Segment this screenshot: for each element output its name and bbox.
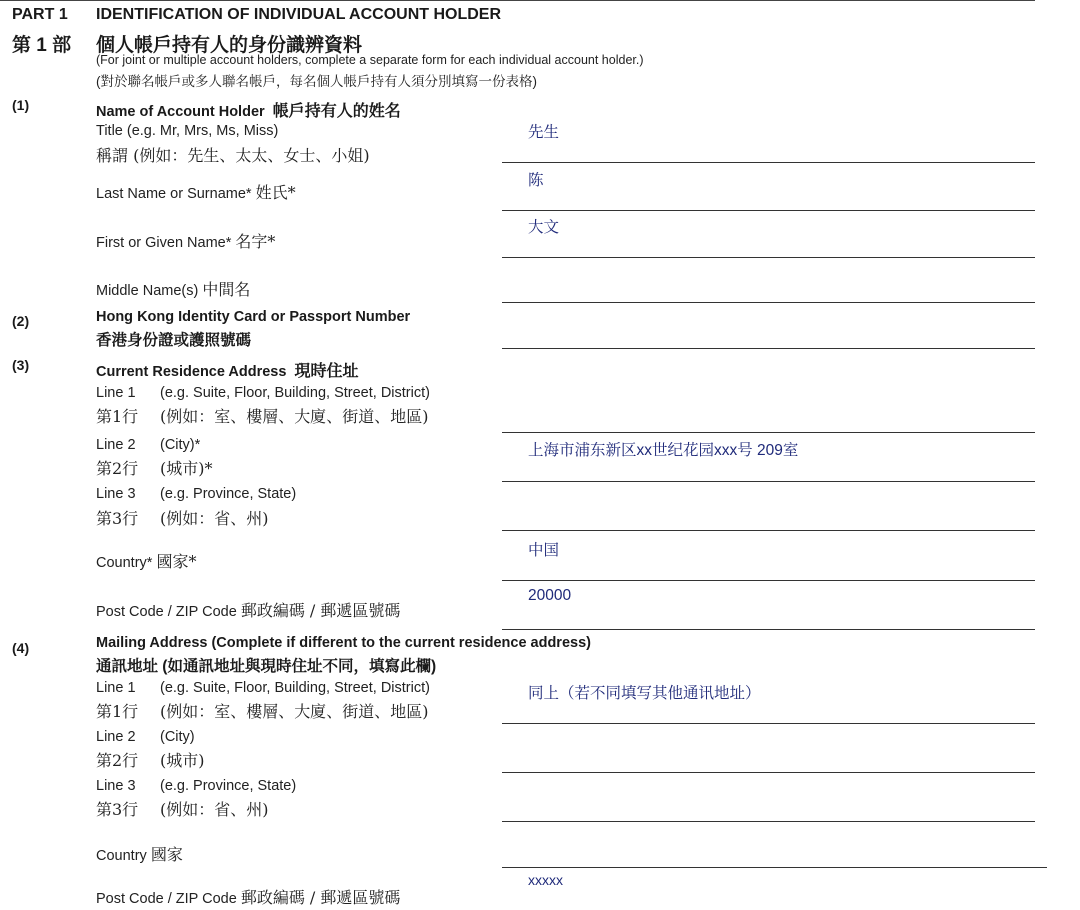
section-1-title xyxy=(96,98,401,121)
mail-line2-field-line[interactable] xyxy=(502,772,1035,773)
mail-line3-hint-zh: (例如：省、州) xyxy=(160,800,269,819)
part-number-en: PART 1 xyxy=(12,6,68,23)
page-title-en: IDENTIFICATION OF INDIVIDUAL ACCOUNT HOLDER xyxy=(96,6,502,23)
section-3-title: Current Residence Address 現時住址 xyxy=(96,363,359,380)
title-label-zh: 稱謂 (例如：先生、太太、女士、小姐) xyxy=(96,146,370,165)
res-line2-label-en: Line 2 xyxy=(96,437,136,453)
section-4-title-zh: 通訊地址 (如通訊地址與現時住址不同，填寫此欄) xyxy=(96,658,437,675)
mail-line3-label-en: Line 3 xyxy=(96,778,136,794)
part-number-zh: 第 1 部 xyxy=(12,35,72,56)
middle-name-field-line[interactable] xyxy=(502,302,1035,303)
res-country-label: Country* 國家* xyxy=(96,552,197,571)
title-field-value[interactable]: 先生 xyxy=(528,124,560,141)
instruction-note-en: (For joint or multiple account holders, complete a separate form for each individual account holder.) xyxy=(96,53,644,67)
res-line1-label-en: Line 1 xyxy=(96,385,136,401)
top-divider xyxy=(0,0,1035,1)
section-4-number: (4) xyxy=(12,640,30,656)
mail-line1-hint-zh: (例如：室、樓層、大廈、街道、地區) xyxy=(160,702,429,721)
res-postcode-field-value[interactable]: 20000 xyxy=(528,587,572,604)
mail-line3-label-zh: 第3行 xyxy=(96,800,139,819)
title-label-en: Title (e.g. Mr, Mrs, Ms, Miss) xyxy=(96,123,279,139)
res-line2-label-zh: 第2行 xyxy=(96,459,139,478)
section-1-title-zh: 帳戶持有人的姓名 xyxy=(272,103,401,120)
res-line1-field-line[interactable] xyxy=(502,432,1035,433)
first-name-label: First or Given Name* 名字* xyxy=(96,232,276,251)
res-line1-label-zh: 第1行 xyxy=(96,407,139,426)
res-line2-field-value[interactable]: 上海市浦东新区xx世纪花园xxx号 209室 xyxy=(528,442,799,459)
section-3-number: (3) xyxy=(12,357,30,373)
res-postcode-field-line xyxy=(502,629,1035,630)
mail-line3-field-line[interactable] xyxy=(502,821,1035,822)
mail-line2-label-zh: 第2行 xyxy=(96,751,139,770)
mail-line1-field-line xyxy=(502,723,1035,724)
res-postcode-label: Post Code / ZIP Code 郵政編碼 / 郵遞區號碼 xyxy=(96,601,401,620)
section-4-title-en: Mailing Address (Complete if different to the current residence address) xyxy=(96,635,591,651)
id-number-field-line[interactable] xyxy=(502,348,1035,349)
mail-line2-hint-zh: (城市) xyxy=(160,751,205,770)
mail-country-field-line[interactable] xyxy=(502,867,1047,868)
last-name-field-line xyxy=(502,210,1035,211)
last-name-label: Last Name or Surname* 姓氏* xyxy=(96,183,296,202)
mail-postcode-field-value[interactable]: xxxxx xyxy=(528,872,563,888)
res-line1-hint-en: (e.g. Suite, Floor, Building, Street, District) xyxy=(160,385,430,401)
section-2-number: (2) xyxy=(12,313,30,329)
mail-line2-hint-en: (City) xyxy=(160,729,195,745)
res-line3-field-line[interactable] xyxy=(502,530,1035,531)
mail-line3-hint-en: (e.g. Province, State) xyxy=(160,778,297,794)
first-name-field-line xyxy=(502,257,1035,258)
section-1-title-en: Name of Account Holder xyxy=(96,104,265,120)
res-country-field-line xyxy=(502,580,1035,581)
mail-country-label: Country 國家 xyxy=(96,845,183,864)
mail-postcode-label: Post Code / ZIP Code 郵政編碼 / 郵遞區號碼 xyxy=(96,888,401,907)
res-line2-hint-en: (City)* xyxy=(160,437,201,453)
title-field-line xyxy=(502,162,1035,163)
first-name-field-value[interactable]: 大文 xyxy=(528,219,560,236)
res-line1-hint-zh: (例如：室、樓層、大廈、街道、地區) xyxy=(160,407,429,426)
res-line3-label-en: Line 3 xyxy=(96,486,136,502)
middle-name-label: Middle Name(s) 中間名 xyxy=(96,280,251,299)
last-name-field-value[interactable]: 陈 xyxy=(528,172,544,189)
mail-line1-label-en: Line 1 xyxy=(96,680,136,696)
page-title-zh: 個人帳戶持有人的身份識辨資料 xyxy=(96,35,363,56)
res-line2-hint-zh: (城市)* xyxy=(160,459,213,478)
section-2-title-en: Hong Kong Identity Card or Passport Number xyxy=(96,309,411,325)
res-line2-field-line xyxy=(502,481,1035,482)
mail-line1-hint-en: (e.g. Suite, Floor, Building, Street, District) xyxy=(160,680,430,696)
instruction-note-zh: (對於聯名帳戶或多人聯名帳戶，每名個人帳戶持有人須分別填寫一份表格) xyxy=(96,74,537,89)
mail-line1-label-zh: 第1行 xyxy=(96,702,139,721)
res-line3-hint-en: (e.g. Province, State) xyxy=(160,486,297,502)
mail-line2-label-en: Line 2 xyxy=(96,729,136,745)
res-country-field-value[interactable]: 中国 xyxy=(528,542,560,559)
section-2-title-zh: 香港身份證或護照號碼 xyxy=(96,332,252,349)
res-line3-hint-zh: (例如：省、州) xyxy=(160,509,269,528)
mail-line1-field-value[interactable]: 同上（若不同填写其他通讯地址） xyxy=(528,685,761,702)
res-line3-label-zh: 第3行 xyxy=(96,509,139,528)
section-1-number: (1) xyxy=(12,97,30,113)
